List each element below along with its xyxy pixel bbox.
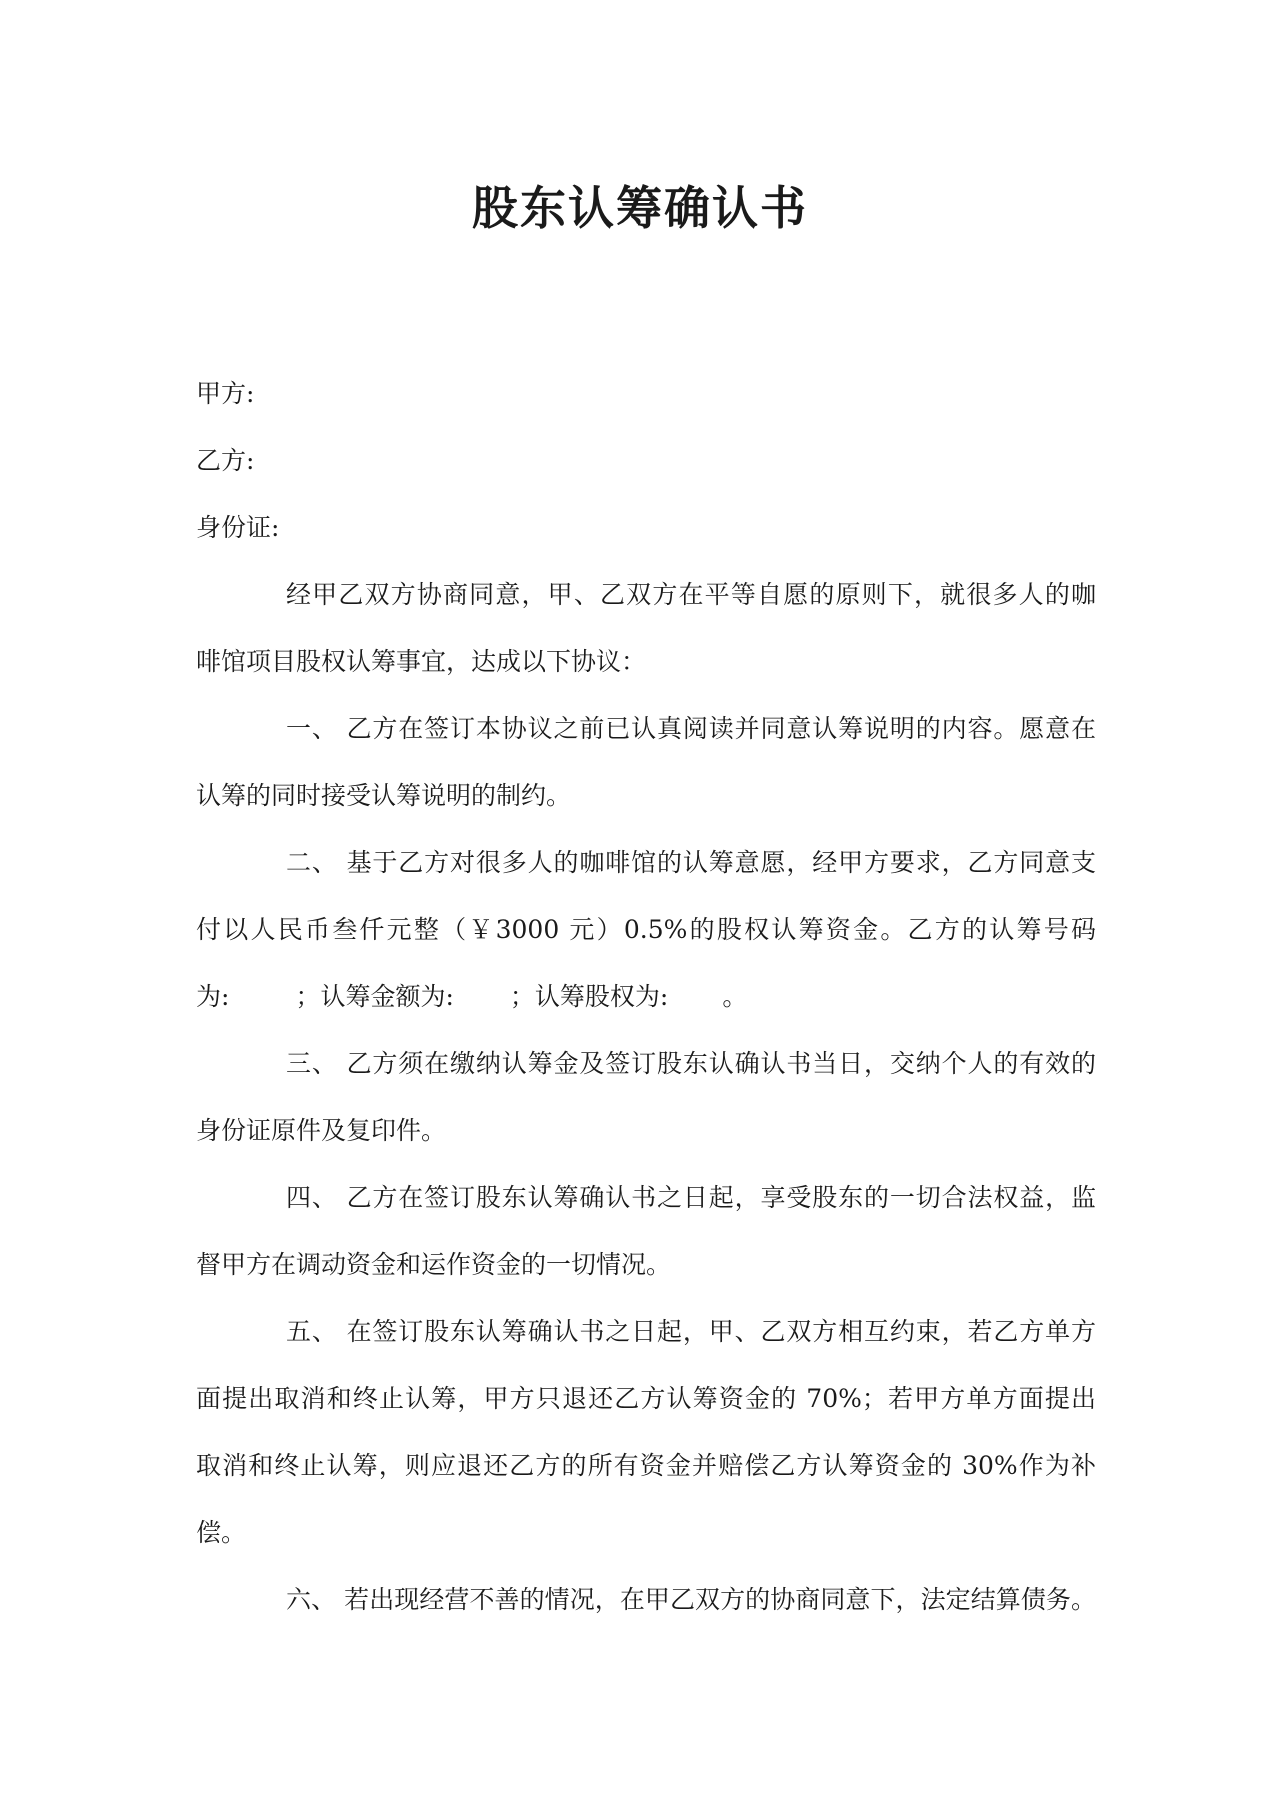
clause-5-line-1: 五、 在签订股东认筹确认书之日起，甲、乙双方相互约束，若乙方单方: [286, 1317, 1096, 1346]
clause-6-line-1: 六、 若出现经营不善的情况，在甲乙双方的协商同意下，法定结算债务。: [286, 1585, 1096, 1614]
clause-3-line-2: 身份证原件及复印件。: [196, 1116, 447, 1145]
subscription-number-label: 为:: [196, 982, 230, 1011]
clause-2-end-mark: 。: [722, 982, 748, 1011]
clause-2-line-1: 二、 基于乙方对很多人的咖啡馆的认筹意愿，经甲方要求，乙方同意支: [286, 848, 1096, 877]
party-a-label: 甲方:: [196, 379, 255, 408]
intro-line-2: 啡馆项目股权认筹事宜，达成以下协议：: [196, 647, 647, 676]
subscription-amount-label: ；认筹金额为:: [295, 982, 454, 1011]
clause-2-line-2: 付以人民币叁仟元整（￥3000 元）0.5%的股权认筹资金。乙方的认筹号码: [196, 915, 1096, 944]
clause-2-line-3: [196, 979, 747, 1015]
clause-4-line-1: 四、 乙方在签订股东认筹确认书之日起，享受股东的一切合法权益，监: [286, 1183, 1096, 1212]
clause-5-line-3: 取消和终止认筹，则应退还乙方的所有资金并赔偿乙方认筹资金的 30%作为补: [196, 1451, 1096, 1480]
clause-5-line-4: 偿。: [196, 1518, 247, 1547]
document-title: 股东认筹确认书: [472, 181, 808, 235]
party-b-label: 乙方:: [196, 446, 255, 475]
clause-1-line-1: 一、 乙方在签订本协议之前已认真阅读并同意认筹说明的内容。愿意在: [286, 714, 1096, 743]
intro-line-1: 经甲乙双方协商同意，甲、乙双方在平等自愿的原则下，就很多人的咖: [286, 580, 1096, 609]
clause-3-line-1: 三、 乙方须在缴纳认筹金及签订股东认确认书当日，交纳个人的有效的: [286, 1049, 1096, 1078]
clause-4-line-2: 督甲方在调动资金和运作资金的一切情况。: [196, 1250, 672, 1279]
subscription-equity-label: ；认筹股权为:: [509, 982, 669, 1011]
clause-1-line-2: 认筹的同时接受认筹说明的制约。: [196, 781, 572, 810]
id-card-label: 身份证:: [196, 513, 280, 542]
clause-5-line-2: 面提出取消和终止认筹，甲方只退还乙方认筹资金的 70%；若甲方单方面提出: [196, 1384, 1096, 1413]
